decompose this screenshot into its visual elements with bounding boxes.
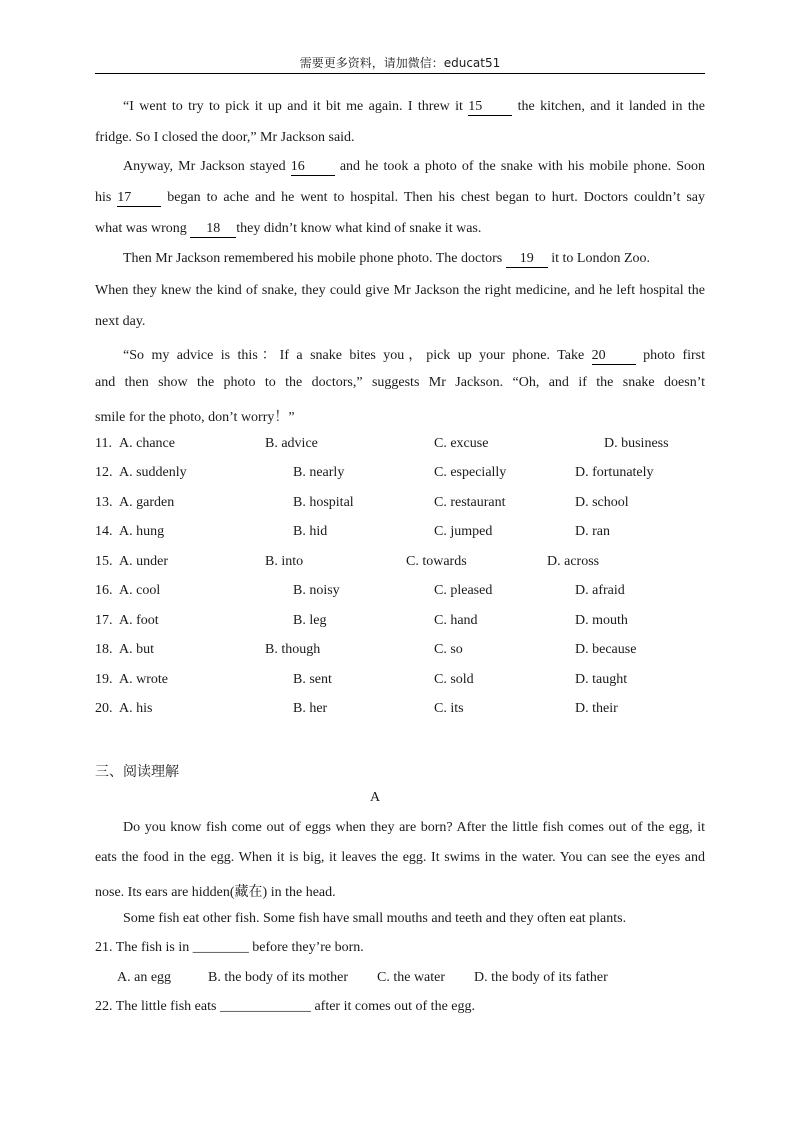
passage-line — [95, 221, 705, 238]
passage-text: Anyway, Mr Jackson stayed — [123, 159, 291, 174]
option-b: B. sent — [293, 672, 332, 687]
question-number: 15. — [95, 554, 113, 569]
option-c: C. especially — [434, 465, 507, 480]
passage-line — [123, 344, 705, 365]
passage-text: his — [95, 190, 118, 205]
option-c: C. the water — [377, 970, 446, 985]
option-a: A. suddenly — [119, 465, 187, 480]
reading-line: eats the food in the egg. When it is big, it leaves the egg. It swims in the water. You can see the eyes and — [95, 850, 705, 865]
question-number: 14. — [95, 524, 113, 539]
option-b: B. her — [293, 701, 328, 716]
blank-19: 19 — [506, 252, 548, 268]
option-d: D. across — [547, 554, 600, 569]
question-number: 18. — [95, 642, 113, 657]
question-number: 13. — [95, 495, 113, 510]
blank-17: 17 — [117, 191, 161, 207]
option-c: C. pleased — [434, 583, 493, 598]
option-c: C. restaurant — [434, 495, 506, 510]
option-c: C. jumped — [434, 524, 493, 539]
reading-line: Do you know fish come out of eggs when they are born? After the little fish comes out of the egg, it — [123, 820, 705, 835]
blank-20: 20 — [592, 349, 636, 365]
option-a: A. chance — [119, 436, 175, 451]
passage-line: next day. — [95, 314, 146, 329]
question-21: 21. The fish is in ________ before they’re born. — [95, 940, 364, 955]
option-c: C. its — [434, 701, 464, 716]
passage-line — [123, 251, 705, 268]
option-d: D. because — [575, 642, 637, 657]
option-b: B. hospital — [293, 495, 354, 510]
passage-text: it to London Zoo. — [547, 251, 650, 266]
option-d: D. taught — [575, 672, 628, 687]
passage-title: A — [369, 790, 381, 805]
option-a: A. cool — [119, 583, 161, 598]
option-d: D. business — [604, 436, 669, 451]
option-b: B. nearly — [293, 465, 345, 480]
question-number: 19. — [95, 672, 113, 687]
passage-text: “I went to try to pick it up and it bit me again. I threw it — [123, 99, 469, 114]
question-number: 11. — [95, 436, 112, 451]
passage-line — [123, 159, 705, 176]
section-heading: 三、阅读理解 — [95, 764, 179, 780]
passage-line — [95, 190, 705, 207]
option-b: B. noisy — [293, 583, 340, 598]
option-c: C. towards — [406, 554, 467, 569]
blank-18: 18 — [190, 222, 236, 238]
header-divider — [95, 73, 705, 74]
option-b: B. advice — [265, 436, 318, 451]
option-a: A. foot — [119, 613, 159, 628]
option-b: B. the body of its mother — [208, 970, 348, 985]
option-a: A. but — [119, 642, 154, 657]
passage-text: began to ache and he went to hospital. Then his chest began to hurt. Doctors couldn’t say — [161, 190, 705, 205]
passage-line: fridge. So I closed the door,” Mr Jackson said. — [95, 130, 355, 145]
option-c: C. sold — [434, 672, 474, 687]
option-d: D. mouth — [575, 613, 628, 628]
passage-text: they didn’t know what kind of snake it was. — [236, 221, 482, 236]
option-c: C. so — [434, 642, 463, 657]
option-a: A. garden — [119, 495, 175, 510]
option-d: D. ran — [575, 524, 610, 539]
option-d: D. the body of its father — [474, 970, 608, 985]
option-b: B. hid — [293, 524, 328, 539]
passage-line: When they knew the kind of snake, they could give Mr Jackson the right medicine, and he left hospital the — [95, 283, 705, 298]
option-d: D. school — [575, 495, 629, 510]
option-b: B. leg — [293, 613, 327, 628]
option-d: D. afraid — [575, 583, 625, 598]
passage-text: what was wrong — [95, 221, 191, 236]
passage-text: “So my advice is this：If a snake bites you，pick up your phone. Take — [123, 348, 592, 363]
page-header: 需要更多资料，请加微信：educat51 — [299, 56, 501, 70]
reading-line: nose. Its ears are hidden(藏在) in the head. — [95, 885, 336, 900]
option-a: A. under — [119, 554, 168, 569]
passage-text: Then Mr Jackson remembered his mobile phone photo. The doctors — [123, 251, 506, 266]
option-a: A. his — [119, 701, 153, 716]
blank-16: 16 — [291, 160, 335, 176]
option-d: D. their — [575, 701, 618, 716]
passage-line: and then show the photo to the doctors,” suggests Mr Jackson. “Oh, and if the snake doesn’t — [95, 375, 705, 390]
passage-text: photo first — [635, 348, 705, 363]
passage-text: the kitchen, and it landed in the — [512, 99, 705, 114]
option-b: B. into — [265, 554, 304, 569]
option-c: C. excuse — [434, 436, 489, 451]
question-22: 22. The little fish eats _____________ after it comes out of the egg. — [95, 999, 475, 1014]
option-a: A. an egg — [117, 970, 172, 985]
option-d: D. fortunately — [575, 465, 654, 480]
question-number: 12. — [95, 465, 113, 480]
passage-text: and he took a photo of the snake with his mobile phone. Soon — [334, 159, 705, 174]
blank-15: 15 — [468, 100, 512, 116]
option-a: A. wrote — [119, 672, 168, 687]
passage-line — [123, 99, 705, 116]
option-b: B. though — [265, 642, 321, 657]
reading-line: Some fish eat other fish. Some fish have small mouths and teeth and they often eat plants. — [123, 911, 627, 926]
question-number: 16. — [95, 583, 113, 598]
question-number: 20. — [95, 701, 113, 716]
option-a: A. hung — [119, 524, 165, 539]
passage-line: smile for the photo, don’t worry！” — [95, 410, 295, 425]
question-number: 17. — [95, 613, 113, 628]
option-c: C. hand — [434, 613, 478, 628]
